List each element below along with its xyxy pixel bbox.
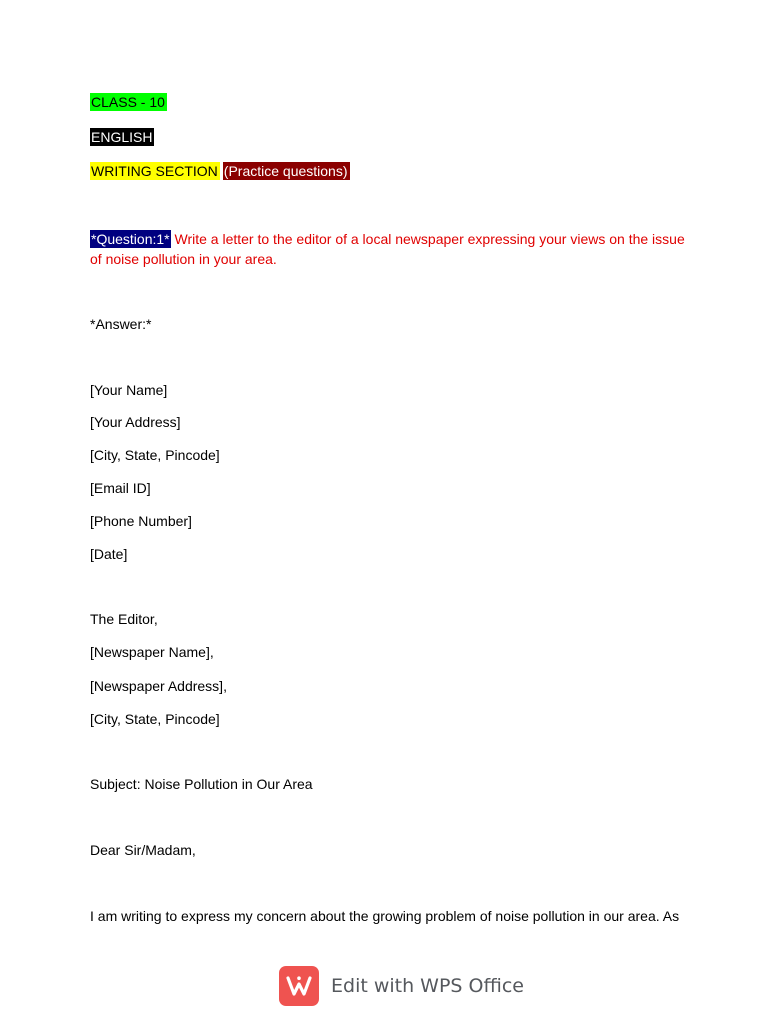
recipient-newspaper-name: [Newspaper Name],	[90, 644, 214, 660]
sender-phone: [Phone Number]	[90, 513, 192, 529]
question-paragraph	[90, 229, 690, 269]
recipient-title: The Editor,	[90, 611, 158, 627]
sender-city: [City, State, Pincode]	[90, 447, 220, 463]
letter-date: [Date]	[90, 546, 128, 562]
salutation: Dear Sir/Madam,	[90, 842, 196, 858]
wps-office-logo-icon	[279, 966, 319, 1006]
recipient-city: [City, State, Pincode]	[90, 711, 220, 727]
sender-name: [Your Name]	[90, 382, 168, 398]
subject-heading	[90, 128, 154, 146]
wps-edit-banner[interactable]	[279, 965, 524, 1007]
subject-line: Subject: Noise Pollution in Our Area	[90, 776, 313, 792]
subject-label: ENGLISH	[91, 129, 153, 145]
answer-label: *Answer:*	[90, 316, 152, 332]
sender-address: [Your Address]	[90, 414, 181, 430]
wps-edit-label[interactable]: Edit with WPS Office	[331, 975, 524, 997]
section-label: WRITING SECTION	[91, 163, 218, 179]
section-heading	[90, 162, 350, 180]
section-note: (Practice questions)	[223, 163, 348, 179]
sender-email: [Email ID]	[90, 480, 151, 496]
body-paragraph-line: I am writing to express my concern about the growing problem of noise pollution in our area. As	[90, 908, 680, 924]
question-text: Write a letter to the editor of a local newspaper expressing your views on the issue of noise pollution in your area.	[90, 231, 685, 267]
question-tag: *Question:1*	[91, 231, 170, 247]
class-heading	[90, 93, 167, 111]
class-label: CLASS - 10	[91, 94, 165, 110]
recipient-newspaper-address: [Newspaper Address],	[90, 678, 227, 694]
